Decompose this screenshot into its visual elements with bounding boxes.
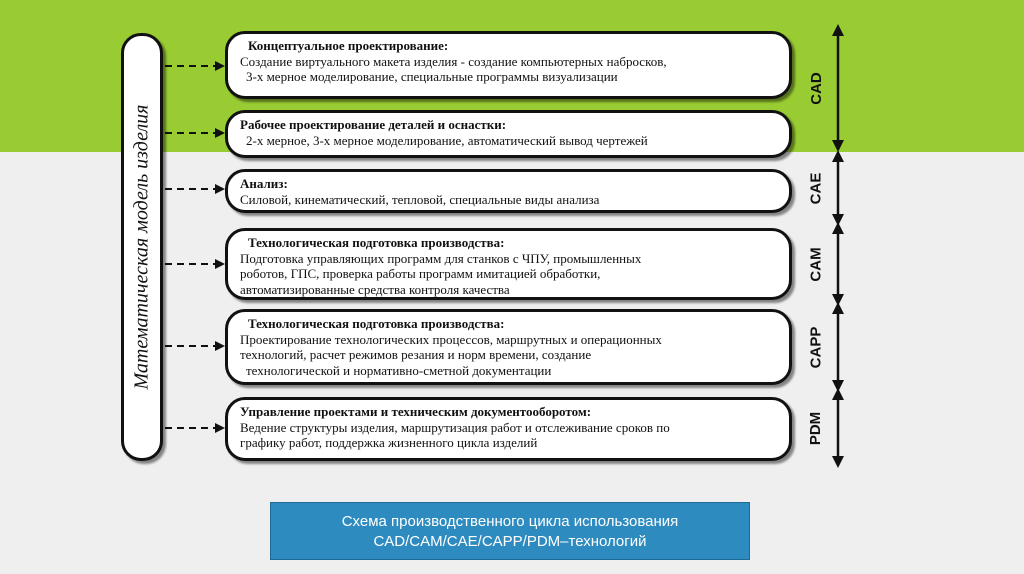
box-line: автоматизированные средства контроля качества [240, 281, 510, 297]
side-label-pdm: PDM [807, 411, 825, 445]
box-line: Подготовка управляющих программ для станков с ЧПУ, промышленных [240, 250, 642, 266]
box-line: технологий, расчет режимов резания и норм времени, создание [240, 347, 592, 362]
box-line: Ведение структуры изделия, маршрутизация работ и отслеживание сроков по [240, 419, 670, 435]
math-model-box [121, 33, 163, 461]
box-title: Технологическая подготовка производства: [248, 316, 505, 331]
side-label-cad: CAD [807, 71, 825, 105]
box-line: Проектирование технологических процессов, маршрутных и операционных [240, 331, 662, 347]
box-title: Концептуальное проектирование: [248, 38, 449, 53]
box-line: графику работ, поддержка жизненного цикла изделий [240, 435, 538, 450]
caption-line-2: CAD/CAM/CAE/CAPP/PDM–технологий [373, 533, 647, 550]
box-analysis [225, 169, 792, 213]
box-title: Технологическая подготовка производства: [248, 235, 505, 250]
caption-line-1: Схема производственного цикла использования [341, 513, 679, 530]
side-label-cae: CAE [807, 172, 825, 204]
side-label-capp: CAPP [807, 326, 825, 368]
box-tech-prep-capp [225, 309, 792, 385]
box-line: Силовой, кинематический, тепловой, специальные виды анализа [240, 191, 600, 207]
box-title: Управление проектами и техническим документооборотом: [240, 404, 592, 419]
box-line: 3-х мерное моделирование, специальные программы визуализации [246, 69, 618, 84]
box-conceptual-design [225, 31, 792, 99]
box-title: Рабочее проектирование деталей и оснастки: [240, 117, 507, 132]
math-model-label: Математическая модель изделия [130, 104, 153, 390]
box-line: технологической и нормативно-сметной документации [246, 362, 552, 378]
box-working-design [225, 110, 792, 158]
caption-box [270, 502, 750, 560]
box-line: роботов, ГПС, проверка работы программ имитацией обработки, [240, 266, 601, 281]
box-line: Создание виртуального макета изделия - создание компьютерных набросков, [240, 53, 667, 69]
side-label-cam: CAM [807, 246, 825, 282]
box-pdm [225, 397, 792, 461]
box-title: Анализ: [240, 176, 288, 191]
box-tech-prep-cam [225, 228, 792, 300]
box-line: 2-х мерное, 3-х мерное моделирование, автоматический вывод чертежей [246, 132, 648, 148]
